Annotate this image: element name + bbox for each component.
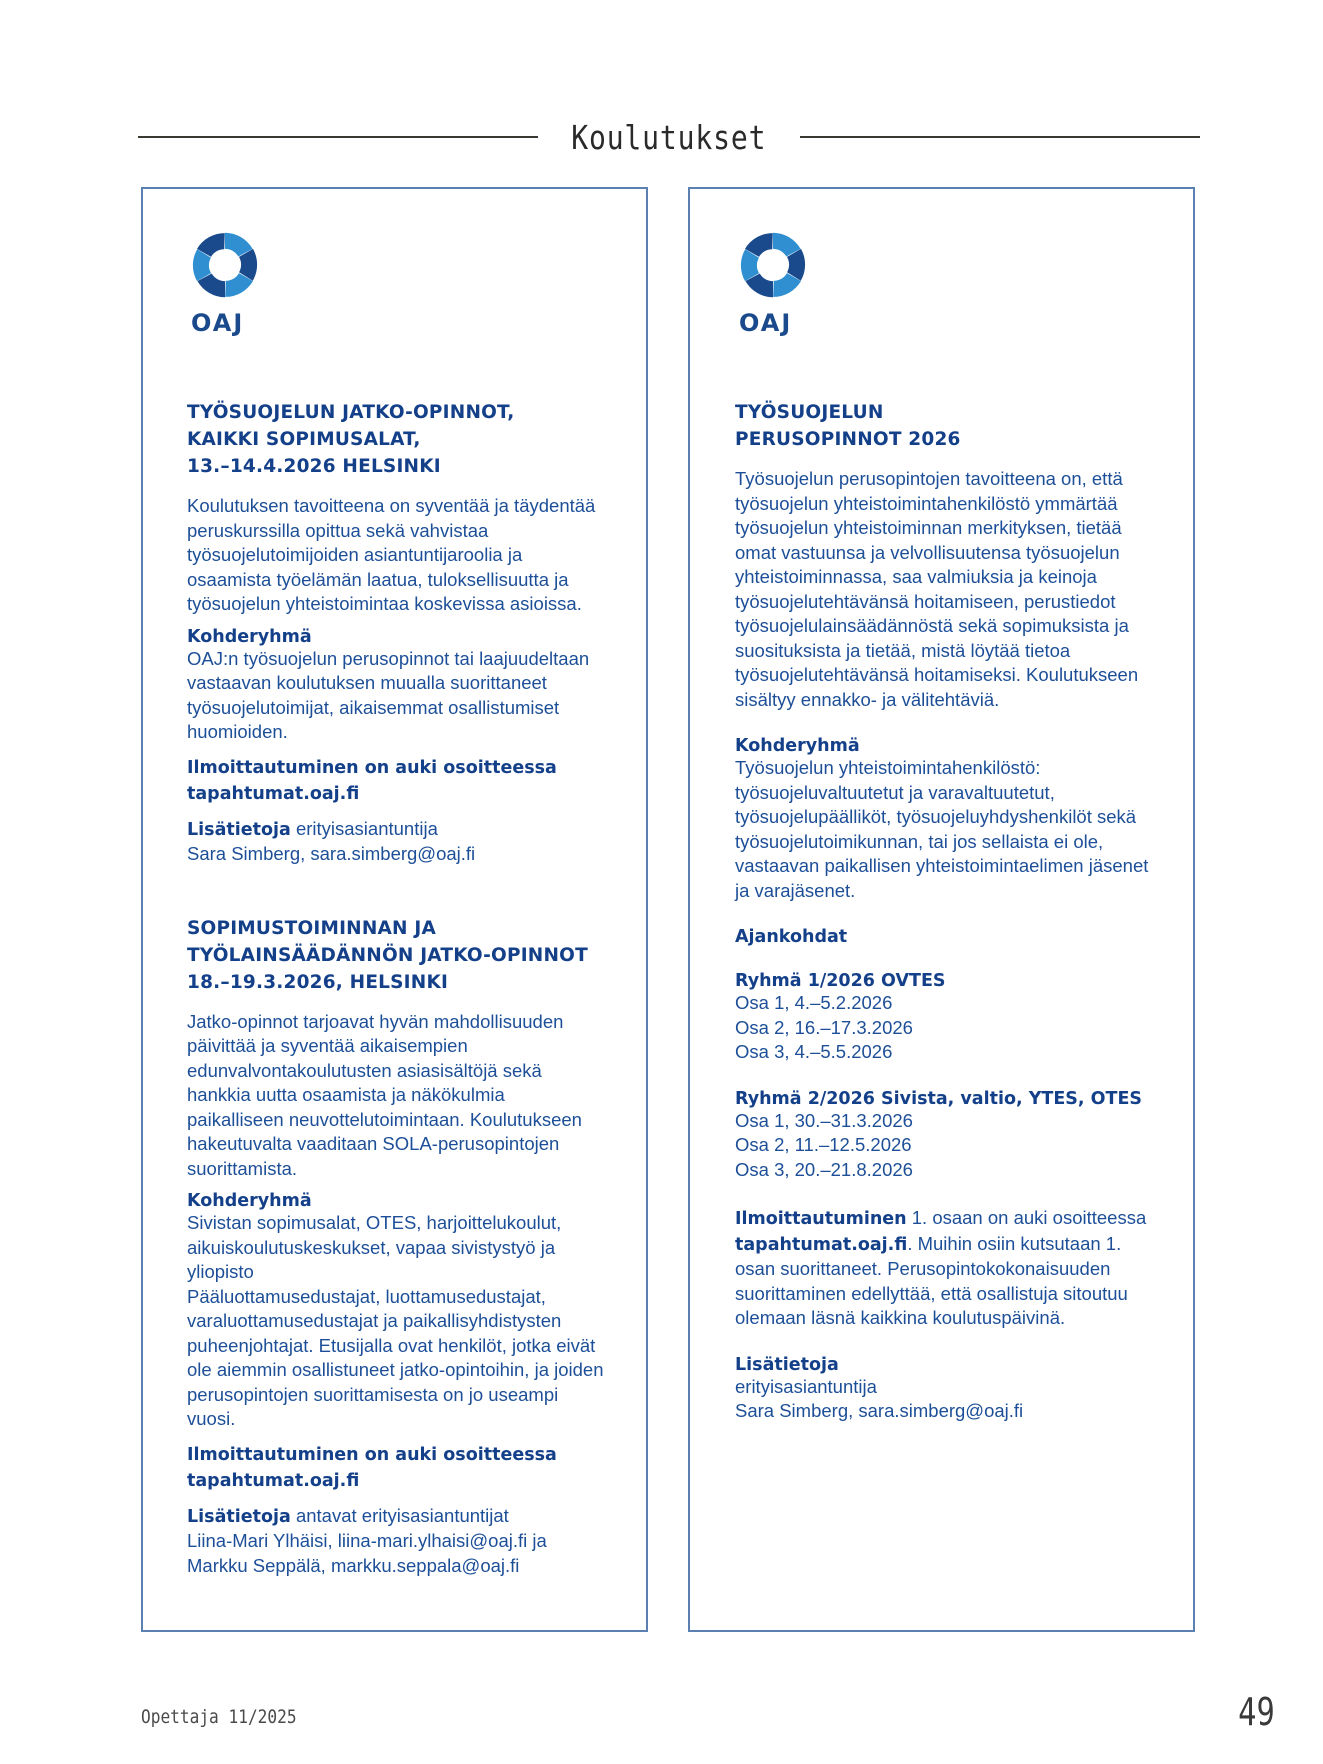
course-2-target-text-1: Sivistan sopimusalat, OTES, harjoittelukoulut, aikuiskoulutuskeskukset, vapaa sivistystyö ja yliopisto [187,1212,562,1282]
course-2-registration-link[interactable]: tapahtumat.oaj.fi [187,1470,360,1491]
course-3-dates-label: Ajankohdat [735,927,848,947]
course-2-target-text-2: Pääluottamusedustajat, luottamusedustajat, varaluottamusedustajat ja paikallisyhdistysten puheenjohtajat. Etusijalla ovat henkilöt, jotka eivät ole aiemmin osallistuneet jatko-opintoihin, ja joiden perusopintojen suorittamisesta on jo useampi vuosi. [187,1285,604,1429]
course-1-title [187,399,606,480]
course-3-description: Työsuojelun perusopintojen tavoitteena on, että työsuojelun yhteistoimintahenkilöstö ymmärtää työsuojelun yhteistoiminnan merkityksen, tietää omat vastuunsa ja velvollisuutensa työsuojelun yhteistoiminnassa, saa valmiuksia ja keinoja työsuojelutehtävänsä hoitamiseen, perustiedot työsuojelulainsäädännöstä sekä sopimuksista ja suosituksista ja tietää, mistä löytää tietoa työsuojelutehtävänsä hoitamiseksi. Koulutukseen sisältyy ennakko- ja välitehtäviä. [735,468,1139,710]
course-2 [187,915,606,1579]
group-2-session: Osa 3, 20.–21.8.2026 [735,1158,913,1180]
course-1-target-text: OAJ:n työsuojelun perusopinnot tai laajuudeltaan vastaavan koulutuksen muualla suorittaneet työsuojelutoimijat, aikaisemmat osallistumiset huomioiden. [187,647,590,742]
course-2-title-line: TYÖLAINSÄÄDÄNNÖN JATKO-OPINNOT [187,944,588,966]
course-3-target-text: Työsuojelun yhteistoimintahenkilöstö: työsuojeluvaltuutetut ja varavaltuutetut, työsuojelupäälliköt, työsuojeluyhdyshenkilöt sekä työsuojelutoimikunnan, tai jos sellaista ei ole, vastaavan paikallisen yhteistoimintaelimen jäsenet ja varajäsenet. [735,757,1149,901]
group-2-name: Ryhmä 2/2026 Sivista, valtio, YTES, OTES [735,1088,1143,1109]
logo-text: OAJ [739,309,793,337]
course-1-registration-link[interactable]: tapahtumat.oaj.fi [187,783,360,804]
group-1-name: Ryhmä 1/2026 OVTES [735,971,946,991]
course-card-left [141,187,648,1632]
group-2-session: Osa 2, 11.–12.5.2026 [735,1134,912,1155]
oaj-logo [187,227,267,337]
group-1 [735,971,1153,1065]
section-header [138,112,1200,162]
course-3-title-line: TYÖSUOJELUN [735,402,884,423]
course-1-info-text: erityisasiantuntija [290,817,438,839]
course-1-title-line: TYÖSUOJELUN JATKO-OPINNOT, [187,402,515,423]
course-1 [187,399,606,867]
course-3-registration [735,1206,1153,1331]
group-2 [735,1089,1153,1183]
course-2-registration [187,1442,606,1494]
course-2-info-contact-1[interactable]: Liina-Mari Ylhäisi, liina-mari.ylhaisi@oaj.fi ja [187,1530,547,1551]
course-1-title-line: KAIKKI SOPIMUSALAT, [187,429,421,450]
logo-text: OAJ [191,309,245,337]
course-2-title [187,915,606,996]
group-2-session: Osa 1, 30.–31.3.2026 [735,1109,913,1131]
course-1-target-label: Kohderyhmä [187,626,312,647]
course-2-info-label: Lisätietoja [187,1506,291,1527]
group-1-session: Osa 1, 4.–5.2.2026 [735,992,893,1013]
course-1-description: Koulutuksen tavoitteena on syventää ja täydentää peruskurssilla opittua sekä vahvistaa työsuojelutoimijoiden asiantuntijaroolia ja osaamista työelämän laatua, tuloksellisuutta ja työsuojelun yhteistoimintaa koskevissa asioissa. [187,495,596,614]
course-1-info-contact[interactable]: Sara Simberg, sara.simberg@oaj.fi [187,843,476,864]
course-card-right [688,187,1195,1632]
header-rule-left [138,136,538,138]
course-3 [735,399,1153,1424]
course-3-title [735,399,1153,453]
course-3-registration-label: Ilmoittautuminen [735,1209,907,1229]
course-2-target-label: Kohderyhmä [187,1191,312,1211]
course-2-title-line: SOPIMUSTOIMINNAN JA [187,917,436,939]
course-3-registration-text-2: . Muihin osiin kutsutaan 1. osan suorittaneet. Perusopintokokonaisuuden suorittaminen edellyttää, että osallistuja sitoutuu olemaan läsnä kaikkina koulutuspäivinä. [735,1232,1128,1328]
course-3-title-line: PERUSOPINNOT 2026 [735,429,961,450]
section-title: Koulutukset [571,117,767,157]
course-1-registration [187,755,606,807]
course-1-title-line: 13.–14.4.2026 HELSINKI [187,456,441,477]
course-2-info [187,1504,606,1579]
course-2-info-contact-2[interactable]: Markku Seppälä, markku.seppala@oaj.fi [187,1554,520,1576]
course-1-info [187,817,606,867]
course-2-registration-text: Ilmoittautuminen on auki osoitteessa [187,1444,557,1465]
oaj-swirl-icon [735,227,811,303]
publication-issue: Opettaja 11/2025 [141,1706,297,1728]
course-3-target-label: Kohderyhmä [735,736,860,756]
header-rule-right [800,136,1200,138]
course-3-info-label: Lisätietoja [735,1354,839,1375]
course-2-title-line: 18.–19.3.2026, HELSINKI [187,971,449,993]
page-number: 49 [1238,1690,1275,1734]
course-3-info-contact[interactable]: Sara Simberg, sara.simberg@oaj.fi [735,1400,1024,1421]
oaj-logo [735,227,815,337]
course-1-info-label: Lisätietoja [187,819,291,840]
course-2-description: Jatko-opinnot tarjoavat hyvän mahdollisuuden päivittää ja syventää aikaisempien edunvalvontakoulutusten asiasisältöjä sekä hankkia uutta osaamista ja näkökulmia paikalliseen neuvottelutoimintaan. Koulutukseen hakeutuvalta vaaditaan SOLA-perusopintojen suorittamista. [187,1010,582,1179]
group-1-session: Osa 3, 4.–5.5.2026 [735,1041,893,1062]
course-1-registration-text: Ilmoittautuminen on auki osoitteessa [187,757,557,778]
course-3-registration-link[interactable]: tapahtumat.oaj.fi [735,1234,908,1255]
course-3-registration-text-1: 1. osaan on auki osoitteessa [906,1207,1147,1228]
group-1-session: Osa 2, 16.–17.3.2026 [735,1016,913,1038]
course-2-info-text: antavat erityisasiantuntijat [290,1504,509,1526]
course-3-info-text: erityisasiantuntija [735,1375,877,1397]
oaj-swirl-icon [187,227,263,303]
